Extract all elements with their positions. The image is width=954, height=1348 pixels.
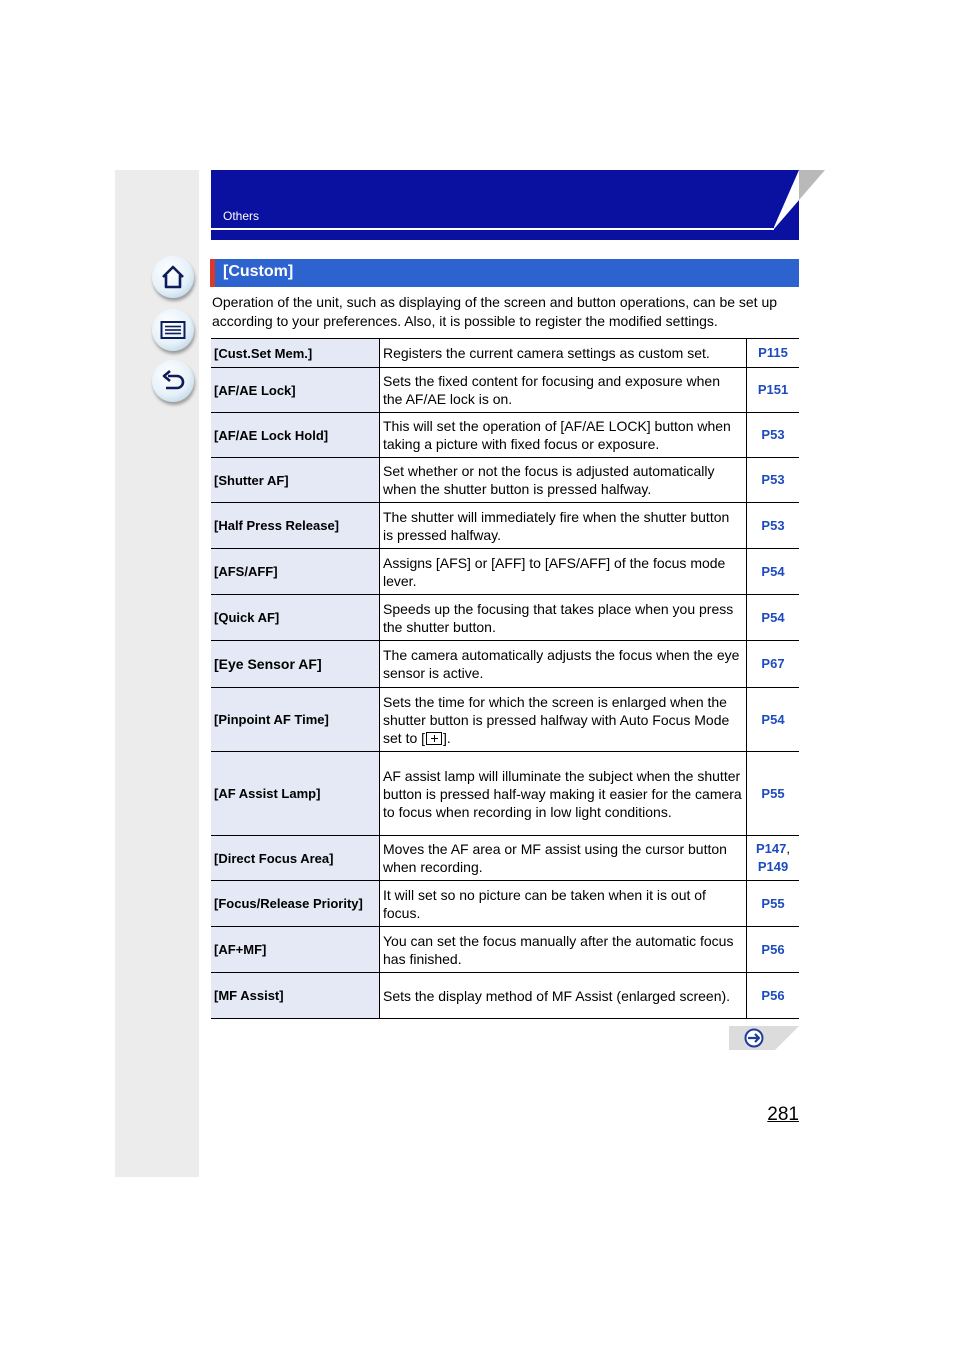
page-reference-link[interactable]: P151: [757, 382, 789, 397]
next-page-button[interactable]: [729, 1026, 799, 1050]
setting-name: [Direct Focus Area]: [211, 836, 380, 881]
setting-name: [AF/AE Lock]: [211, 368, 380, 413]
page-number: 281: [767, 1104, 799, 1125]
header-band: [211, 170, 825, 240]
page-reference-link[interactable]: P67: [761, 656, 785, 671]
setting-description: You can set the focus manually after the automatic focus has finished.: [380, 927, 747, 973]
setting-name: [Pinpoint AF Time]: [211, 688, 380, 752]
page-reference-link[interactable]: P53: [761, 472, 785, 487]
setting-description: Sets the time for which the screen is enlarged when the shutter button is pressed halfway with Auto Focus Mode set to [ ].: [380, 688, 747, 752]
setting-name: [MF Assist]: [211, 973, 380, 1019]
setting-description: AF assist lamp will illuminate the subject when the shutter button is pressed half-way making it easier for the camera to focus when recording in low light conditions.: [380, 752, 747, 836]
page-reference-link[interactable]: P54: [761, 711, 785, 727]
page-reference-link[interactable]: P54: [761, 609, 785, 625]
section-heading: [210, 259, 799, 287]
section-title: [Custom]: [223, 263, 294, 280]
reference-separator: ,: [786, 841, 790, 856]
table-row: [211, 752, 799, 836]
page-reference-link[interactable]: P56: [761, 941, 785, 957]
setting-name: [AF+MF]: [211, 927, 380, 973]
page-reference-link[interactable]: P55: [761, 895, 785, 911]
setting-description: The camera automatically adjusts the focus when the eye sensor is active.: [380, 641, 747, 688]
setting-name: [Eye Sensor AF]: [211, 641, 380, 688]
table-row: [211, 688, 799, 752]
menu-list-button[interactable]: [152, 309, 194, 351]
page-reference-link[interactable]: P53: [761, 517, 785, 533]
table-row: [211, 973, 799, 1019]
setting-name: [AF/AE Lock Hold]: [211, 413, 380, 458]
intro-paragraph: Operation of the unit, such as displaying of the screen and button operations, can be set up according to your preferences. Also, it is possible to register the modified settings.: [212, 294, 778, 329]
setting-name: [Half Press Release]: [211, 503, 380, 549]
table-row: [211, 368, 799, 413]
pinpoint-af-icon: [426, 732, 442, 745]
page-reference-link[interactable]: P53: [761, 427, 785, 442]
setting-name: [Shutter AF]: [211, 458, 380, 503]
setting-description: Set whether or not the focus is adjusted automatically when the shutter button is pressed halfway.: [380, 458, 747, 503]
setting-description: The shutter will immediately fire when the shutter button is pressed halfway.: [380, 503, 747, 549]
setting-description: Sets the fixed content for focusing and exposure when the AF/AE lock is on.: [380, 368, 747, 413]
setting-name: [Cust.Set Mem.]: [211, 339, 380, 368]
heading-accent-bar: [210, 259, 215, 287]
table-row: [211, 927, 799, 973]
setting-description: It will set so no picture can be taken when it is out of focus.: [380, 881, 747, 927]
table-row: [211, 339, 799, 368]
table-row: [211, 641, 799, 688]
setting-description: Assigns [AFS] or [AFF] to [AFS/AFF] of the focus mode lever.: [380, 549, 747, 595]
setting-description: Moves the AF area or MF assist using the cursor button when recording.: [380, 836, 747, 881]
setting-description: Sets the display method of MF Assist (enlarged screen).: [380, 973, 747, 1019]
table-row: [211, 549, 799, 595]
page-reference-link[interactable]: P54: [761, 563, 785, 579]
page-reference-link[interactable]: P55: [761, 785, 785, 801]
page-reference-link[interactable]: P147: [756, 841, 787, 856]
home-button[interactable]: [152, 256, 194, 298]
table-row: [211, 503, 799, 549]
page-reference-link[interactable]: P115: [758, 345, 788, 360]
custom-settings-table: [211, 338, 799, 1019]
setting-description: Speeds up the focusing that takes place when you press the shutter button.: [380, 595, 747, 641]
page-reference-link[interactable]: P56: [761, 987, 785, 1003]
setting-description: This will set the operation of [AF/AE LOCK] button when taking a picture with fixed focus or exposure.: [380, 413, 747, 458]
table-row: [211, 413, 799, 458]
page-reference-link[interactable]: P149: [757, 859, 789, 874]
setting-name: [Focus/Release Priority]: [211, 881, 380, 927]
setting-description: Registers the current camera settings as custom set.: [380, 339, 747, 368]
table-row: [211, 595, 799, 641]
table-row: [211, 881, 799, 927]
next-page-arrow-icon: [746, 1030, 763, 1047]
setting-name: [Quick AF]: [211, 595, 380, 641]
table-row: [211, 458, 799, 503]
setting-name: [AFS/AFF]: [211, 549, 380, 595]
section-label: Others: [223, 209, 260, 223]
table-row: [211, 836, 799, 881]
setting-name: [AF Assist Lamp]: [211, 752, 380, 836]
return-button[interactable]: [152, 360, 194, 402]
